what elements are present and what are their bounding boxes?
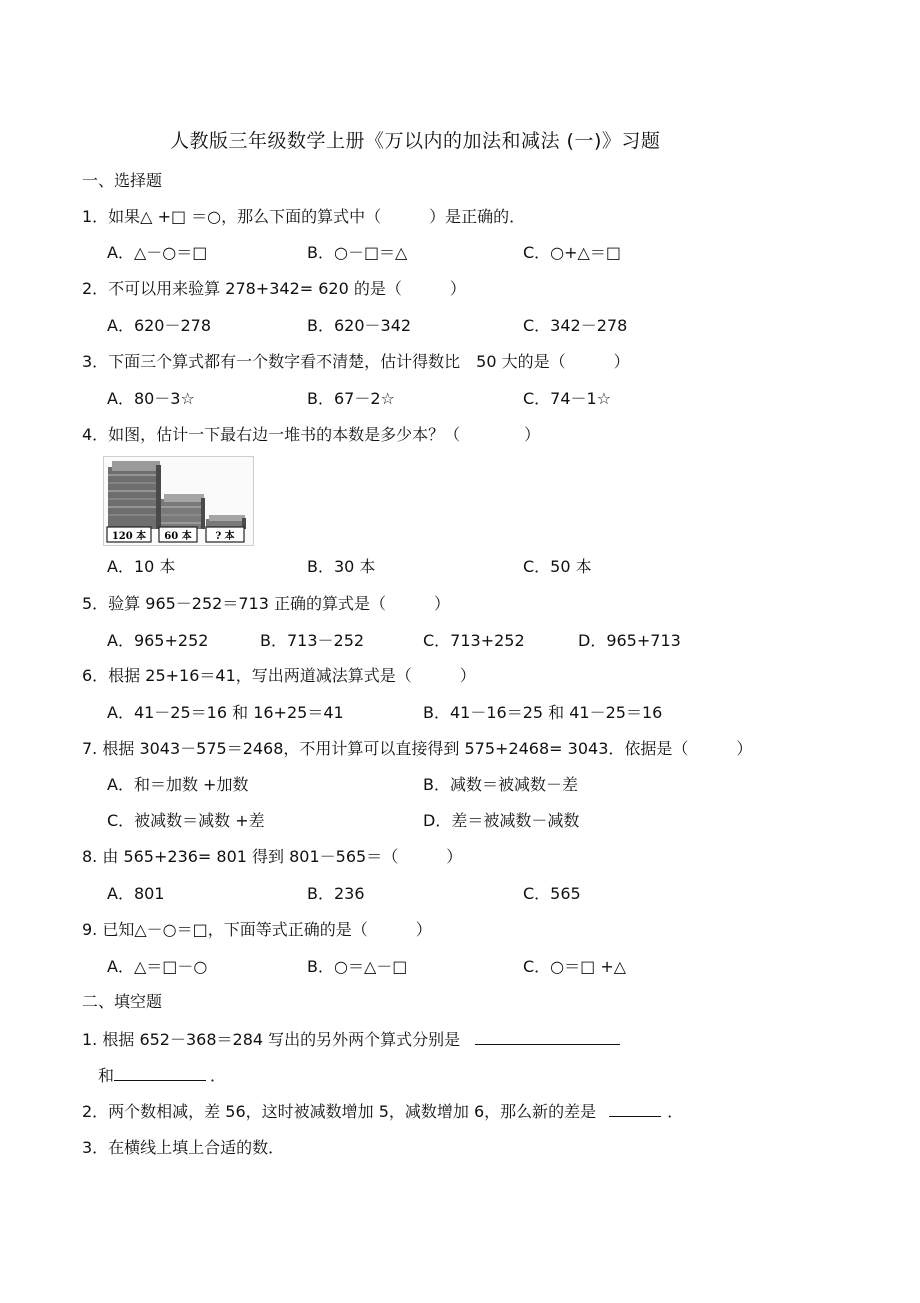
fill-question-1-line2: [98, 1065, 226, 1086]
question-1-stem: 1．如果△ +□ ＝○，那么下面的算式中（ ）是正确的．: [82, 207, 526, 226]
fill-1-blank-1[interactable]: [475, 1029, 620, 1045]
fill-2-blank[interactable]: [609, 1101, 661, 1117]
q5-option-d: D．965+713: [578, 631, 681, 650]
q7-option-c: C．被减数＝减数 +差: [107, 811, 265, 830]
q9-option-c: C．○＝□ +△: [523, 957, 627, 976]
label-unknown: ? 本: [215, 531, 235, 542]
fill-question-2: [82, 1101, 683, 1122]
q5-option-c: C．713+252: [423, 631, 525, 650]
fill-question-3: 3．在横线上填上合适的数．: [82, 1138, 285, 1157]
q6-option-b: B．41－16＝25 和 41－25＝16: [423, 703, 663, 722]
q5-option-b: B．713－252: [260, 631, 365, 650]
q8-option-a: A．801: [107, 884, 165, 903]
q2-option-b: B．620－342: [307, 316, 412, 335]
q2-option-c: C．342－278: [523, 316, 628, 335]
q4-option-b: B．30 本: [307, 557, 376, 576]
page-title: 人教版三年级数学上册《万以内的加法和减法 (一)》习题: [170, 130, 661, 152]
q3-option-b: B．67－2☆: [307, 389, 395, 408]
q9-option-a: A．△＝□－○: [107, 957, 208, 976]
stack-60-icon: [161, 494, 205, 529]
fill-question-1-text: 1. 根据 652－368＝284 写出的另外两个算式分别是: [82, 1030, 461, 1049]
section-heading-fill: 二、填空题: [82, 992, 163, 1011]
section-heading-choice: 一、选择题: [82, 171, 163, 190]
q8-option-b: B．236: [307, 884, 365, 903]
q1-option-c: C．○+△＝□: [523, 243, 621, 262]
label-120: 120 本: [111, 531, 147, 542]
question-9-stem: 9. 已知△－○＝□，下面等式正确的是（ ）: [82, 920, 432, 939]
q1-option-b: B．○－□＝△: [307, 243, 408, 262]
stack-120-icon: [108, 461, 161, 529]
fill-1-blank-2[interactable]: [114, 1065, 206, 1081]
fill-question-1-and: 和: [98, 1066, 115, 1085]
q4-option-c: C．50 本: [523, 557, 592, 576]
question-2-stem: 2．不可以用来验算 278+342= 620 的是（ ）: [82, 279, 466, 298]
question-5-stem: 5．验算 965－252＝713 正确的算式是（ ）: [82, 594, 450, 613]
q3-option-a: A．80－3☆: [107, 389, 195, 408]
book-stacks-figure: [103, 456, 254, 546]
q4-option-a: A．10 本: [107, 557, 176, 576]
q8-option-c: C．565: [523, 884, 581, 903]
question-3-stem: 3．下面三个算式都有一个数字看不清楚，估计得数比 50 大的是（ ）: [82, 352, 630, 371]
q3-option-c: C．74－1☆: [523, 389, 612, 408]
question-8-stem: 8. 由 565+236= 801 得到 801－565＝（ ）: [82, 847, 463, 866]
question-6-stem: 6．根据 25+16＝41，写出两道减法算式是（ ）: [82, 666, 476, 685]
fill-question-2-period: ．: [667, 1102, 684, 1121]
q7-option-d: D．差＝被减数－减数: [423, 811, 580, 830]
fill-question-1-period: ．: [210, 1066, 227, 1085]
q5-option-a: A．965+252: [107, 631, 209, 650]
q6-option-a: A．41－25＝16 和 16+25＝41: [107, 703, 344, 722]
label-60: 60 本: [164, 531, 192, 542]
q1-option-a: A．△－○＝□: [107, 243, 208, 262]
q2-option-a: A．620－278: [107, 316, 212, 335]
fill-question-2-text: 2．两个数相减，差 56，这时被减数增加 5，减数增加 6，那么新的差是: [82, 1102, 597, 1121]
q7-option-b: B．减数＝被减数－差: [423, 775, 578, 794]
question-4-stem: 4．如图，估计一下最右边一堆书的本数是多少本？（ ）: [82, 425, 541, 444]
fill-question-1: [82, 1029, 620, 1050]
q9-option-b: B．○＝△－□: [307, 957, 408, 976]
book-stacks-illustration: [104, 457, 253, 545]
q7-option-a: A．和＝加数 +加数: [107, 775, 249, 794]
question-7-stem: 7. 根据 3043－575＝2468，不用计算可以直接得到 575+2468= 3043．依据是（ ）: [82, 739, 753, 758]
